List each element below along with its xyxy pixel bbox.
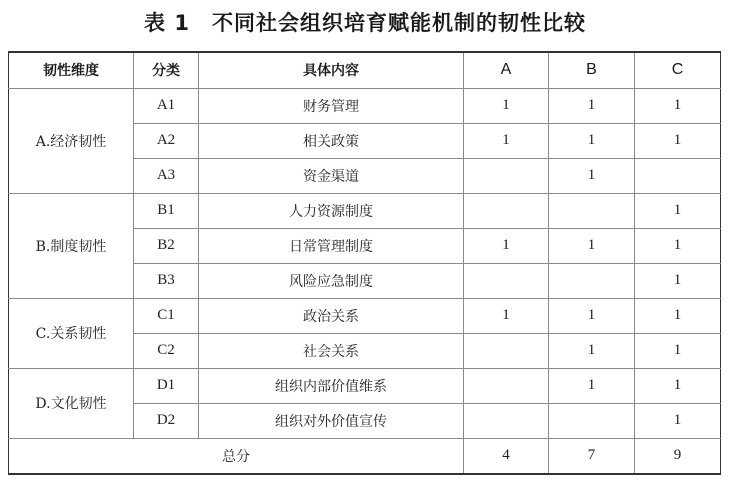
row-content: 资金渠道	[199, 158, 464, 193]
row-code: A3	[134, 158, 199, 193]
row-content: 日常管理制度	[199, 228, 464, 263]
total-label: 总分	[9, 438, 464, 474]
cell-b	[549, 193, 635, 228]
cell-c: 1	[635, 263, 721, 298]
table-row	[9, 88, 721, 123]
header-content: 具体内容	[199, 52, 464, 88]
row-content: 风险应急制度	[199, 263, 464, 298]
cell-a: 1	[464, 298, 549, 333]
row-code: B2	[134, 228, 199, 263]
row-code: D1	[134, 368, 199, 403]
row-content: 政治关系	[199, 298, 464, 333]
row-content: 相关政策	[199, 123, 464, 158]
row-code: B1	[134, 193, 199, 228]
table-title: 表 1 不同社会组织培育赋能机制的韧性比较	[144, 11, 586, 35]
row-code: A1	[134, 88, 199, 123]
group-label-economic: A.经济韧性	[9, 88, 134, 193]
total-c: 9	[635, 438, 721, 474]
cell-b	[549, 263, 635, 298]
group-label-cultural: D.文化韧性	[9, 368, 134, 438]
row-content: 组织内部价值维系	[199, 368, 464, 403]
cell-a	[464, 368, 549, 403]
cell-b: 1	[549, 333, 635, 368]
row-content: 人力资源制度	[199, 193, 464, 228]
header-c: C	[635, 52, 721, 88]
row-code: C1	[134, 298, 199, 333]
cell-c: 1	[635, 368, 721, 403]
cell-c: 1	[635, 298, 721, 333]
cell-a	[464, 403, 549, 438]
row-code: A2	[134, 123, 199, 158]
row-content: 组织对外价值宣传	[199, 403, 464, 438]
cell-c: 1	[635, 333, 721, 368]
cell-b: 1	[549, 88, 635, 123]
cell-c: 1	[635, 88, 721, 123]
cell-c: 1	[635, 193, 721, 228]
row-code: C2	[134, 333, 199, 368]
header-row	[9, 52, 721, 88]
total-b: 7	[549, 438, 635, 474]
comparison-table	[8, 51, 721, 475]
cell-b: 1	[549, 123, 635, 158]
cell-b: 1	[549, 298, 635, 333]
row-code: D2	[134, 403, 199, 438]
header-category: 分类	[134, 52, 199, 88]
cell-c: 1	[635, 123, 721, 158]
cell-b: 1	[549, 228, 635, 263]
cell-a: 1	[464, 123, 549, 158]
cell-b: 1	[549, 368, 635, 403]
cell-c	[635, 158, 721, 193]
table-row	[9, 298, 721, 333]
table-row	[9, 193, 721, 228]
table-row	[9, 368, 721, 403]
header-dimension: 韧性维度	[9, 52, 134, 88]
header-b: B	[549, 52, 635, 88]
cell-b	[549, 403, 635, 438]
cell-a	[464, 193, 549, 228]
group-label-relational: C.关系韧性	[9, 298, 134, 368]
row-content: 社会关系	[199, 333, 464, 368]
cell-a	[464, 158, 549, 193]
total-a: 4	[464, 438, 549, 474]
total-row	[9, 438, 721, 474]
cell-c: 1	[635, 403, 721, 438]
cell-a: 1	[464, 88, 549, 123]
cell-a: 1	[464, 228, 549, 263]
row-content: 财务管理	[199, 88, 464, 123]
cell-a	[464, 333, 549, 368]
cell-b: 1	[549, 158, 635, 193]
header-a: A	[464, 52, 549, 88]
row-code: B3	[134, 263, 199, 298]
group-label-institutional: B.制度韧性	[9, 193, 134, 298]
cell-c: 1	[635, 228, 721, 263]
cell-a	[464, 263, 549, 298]
